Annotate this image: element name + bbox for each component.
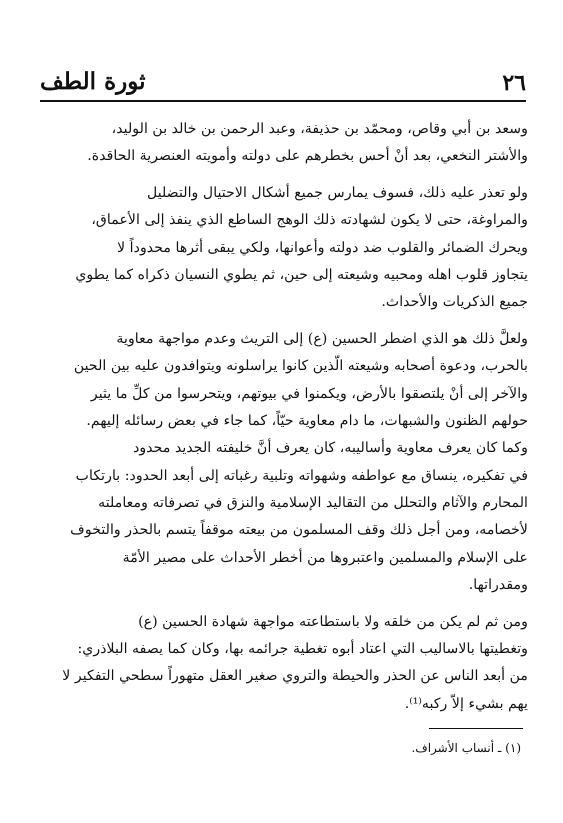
paragraph [40,609,528,719]
text-line: من أبعد الناس عن الحذر والحيطة والتروي صغير العقل متهوراً سطحي التفكير لا [62,668,528,685]
footnote-divider [429,728,523,729]
text-line: بالحرب، ودعوة أصحابه وشيعته الّذين كانوا يراسلونه ويتوافدون عليه بين الحين [73,358,528,375]
footnote: (١) ـ أنساب الأشراف. [411,741,521,755]
text-line: والآخر إلى أنْ يلتصقوا بالأرض، ويكمنوا في بيوتهم، ويتحرسوا من كلِّ ما يثير [90,385,528,402]
text-line: يتجاوز قلوب اهله ومحبيه وشيعته إلى حين، ثم يطوي النسيان ذكراه كما يطوي [75,266,528,283]
header-divider [40,100,526,102]
paragraph [40,116,528,171]
paragraph [40,435,528,599]
text-line: على الإسلام والمسلمين واعتبروها من أخطر الأحداث على مصير الأمّة [122,549,528,566]
text-line: وتغطيتها بالاساليب التي اعتاد أبوه تغطية جرائمه بها، وكان كما يصفه البلاذري: [77,641,528,658]
text-line: في تفكيره، ينساق مع عواطفه وشهواته وتلبية رغباته إلى أبعد الحدود: بارتكاب [75,467,528,484]
text-line: ومقدراتها. [468,577,528,594]
text-line: وكما كان يعرف معاوية وأساليبه، كان يعرف أنَّ خليفته الجديد محدود [133,440,528,457]
running-title: ثورة الطف [40,68,146,95]
text-line: جميع الذكريات والأحداث. [381,294,528,311]
text-line: حولهم الظنون والشبهات، ما دام معاوية حيّاً، كما جاء في بعض رسائله إليهم. [86,412,528,429]
text-line: والمراوغة، حتى لا يكون لشهادته ذلك الوهج الساطع الذي ينفذ إلى الأعماق، [91,212,528,229]
text-line: ويحرك الضمائر والقلوب ضد دولته وأعوانها، ولكي يبقى أثرها محدوداً لا [117,239,528,256]
text-line: ولعلَّ ذلك هو الذي اضطر الحسين (ع) إلى التريث وعدم مواجهة معاوية [116,330,528,347]
page-header [40,66,526,102]
text-line: والأشتر النخعي، بعد أنْ أحس بخطرهم على دولته وأمويته العنصرية الحاقدة. [87,148,528,165]
paragraph [40,326,528,436]
body-text [40,116,528,718]
text-line: يهم بشيء إلاّ ركبه⁽¹⁾. [404,695,528,712]
text-line: ومن ثم لم يكن من خلقه ولا باستطاعته مواجهة شهادة الحسين (ع) [138,613,528,630]
text-line: المحارم والآثام والتحلل من التقاليد الإسلامية والنزق في تصرفاته ومعاملته [98,495,528,512]
paragraph [40,180,528,317]
page-number: ٢٦ [502,70,526,96]
text-line: ولو تعذر عليه ذلك، فسوف يمارس جميع أشكال الاحتيال والتضليل [146,184,528,201]
text-line: وسعد بن أبي وقاص، ومحمّد بن حذيفة، وعبد الرحمن بن خالد بن الوليد، [111,121,528,137]
text-line: لأخصامه، ومن أجل ذلك وقف المسلمون من بيعته موقفاً يتسم بالحذر والتخوف [70,522,528,539]
